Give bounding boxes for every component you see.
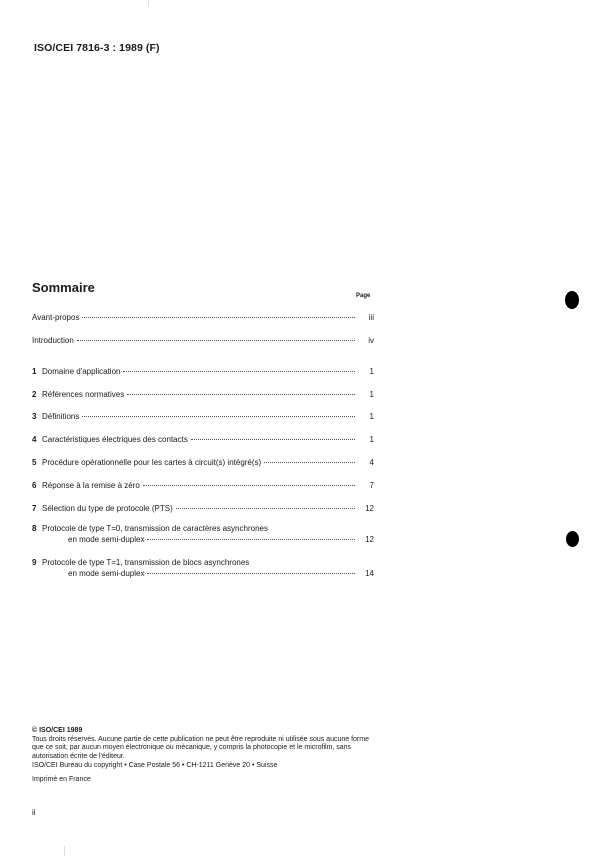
toc-page: 14 xyxy=(365,569,374,578)
leader-dots xyxy=(77,339,355,341)
copyright-line: © ISO/CEI 1989 xyxy=(32,727,83,734)
toc-page: 1 xyxy=(369,367,374,376)
leader-dots xyxy=(127,393,355,395)
toc-entry-5[interactable] xyxy=(32,458,374,467)
toc-number: 2 xyxy=(32,390,37,399)
leader-dots xyxy=(264,461,355,463)
toc-label: Introduction xyxy=(32,336,74,345)
toc-page: 1 xyxy=(369,390,374,399)
toc-label: Protocole de type T=0, transmission de caractères asynchrones xyxy=(42,524,268,533)
toc-number: 1 xyxy=(32,367,37,376)
scan-artifact xyxy=(64,846,65,856)
scan-artifact xyxy=(148,0,149,6)
toc-label: Réponse à la remise à zéro xyxy=(42,481,140,490)
leader-dots xyxy=(147,572,355,574)
toc-page: 7 xyxy=(369,481,374,490)
toc-label: Procédure opérationnelle pour les cartes à circuit(s) intégré(s) xyxy=(42,458,262,467)
toc-number: 4 xyxy=(32,435,37,444)
toc-label: Références normatives xyxy=(42,390,125,399)
page-title: Sommaire xyxy=(32,280,95,295)
printed-in: Imprimé en France xyxy=(32,775,91,783)
toc-label: Domaine d'application xyxy=(42,367,121,376)
leader-dots xyxy=(82,316,355,318)
toc-entry-9[interactable] xyxy=(32,558,374,567)
toc-number: 5 xyxy=(32,458,37,467)
toc-label-continuation: en mode semi-duplex xyxy=(68,569,145,578)
punch-hole-mark xyxy=(565,291,579,309)
rights-statement: Tous droits réservés. Aucune partie de cette publication ne peut être reproduite ni utilisée sous aucune forme que ce soit, par aucun moyen électronique ou mécanique, y compris la photocopie et le microfilm, sans autorisation écrite de l'éditeur. xyxy=(32,735,369,760)
toc-page: 1 xyxy=(369,412,374,421)
toc-entry-avant-propos[interactable] xyxy=(32,313,374,322)
toc-entry-4[interactable] xyxy=(32,435,374,444)
toc-number: 8 xyxy=(32,524,37,533)
toc-entry-3[interactable] xyxy=(32,412,374,421)
toc-number: 7 xyxy=(32,504,37,513)
toc-page: 12 xyxy=(365,504,374,513)
toc-number: 6 xyxy=(32,481,37,490)
toc-entry-2[interactable] xyxy=(32,390,374,399)
punch-hole-mark xyxy=(566,531,579,547)
toc-label: Définitions xyxy=(42,412,80,421)
toc-number: 3 xyxy=(32,412,37,421)
leader-dots xyxy=(82,415,355,417)
toc-label: Protocole de type T=1, transmission de blocs asynchrones xyxy=(42,558,250,567)
toc-entry-7[interactable] xyxy=(32,504,374,513)
toc-page: 12 xyxy=(365,535,374,544)
toc-number: 9 xyxy=(32,558,37,567)
toc-label: Avant-propos xyxy=(32,313,80,322)
toc-entry-1[interactable] xyxy=(32,367,374,376)
toc-entry-9-continuation[interactable] xyxy=(32,569,374,578)
page-number: ii xyxy=(32,808,36,817)
toc-entry-6[interactable] xyxy=(32,481,374,490)
copyright-notice xyxy=(32,727,372,784)
leader-dots xyxy=(147,538,355,540)
leader-dots xyxy=(143,484,355,486)
document-header: ISO/CEI 7816-3 : 1989 (F) xyxy=(34,42,160,54)
toc-entry-8[interactable] xyxy=(32,524,374,533)
toc-page: 4 xyxy=(369,458,374,467)
leader-dots xyxy=(176,507,355,509)
toc-entry-introduction[interactable] xyxy=(32,336,374,345)
toc-page: iv xyxy=(368,336,374,345)
leader-dots xyxy=(123,370,355,372)
toc-page: iii xyxy=(368,313,374,322)
toc-label: Caractéristiques électriques des contacts xyxy=(42,435,188,444)
leader-dots xyxy=(191,438,355,440)
toc-page: 1 xyxy=(369,435,374,444)
toc-entry-8-continuation[interactable] xyxy=(32,535,374,544)
toc-label: Sélection du type de protocole (PTS) xyxy=(42,504,173,513)
page-column-header: Page xyxy=(356,293,371,299)
toc-label-continuation: en mode semi-duplex xyxy=(68,535,145,544)
publisher-address: ISO/CEI Bureau du copyright • Case Postale 56 • CH-1211 Genève 20 • Suisse xyxy=(32,762,278,769)
